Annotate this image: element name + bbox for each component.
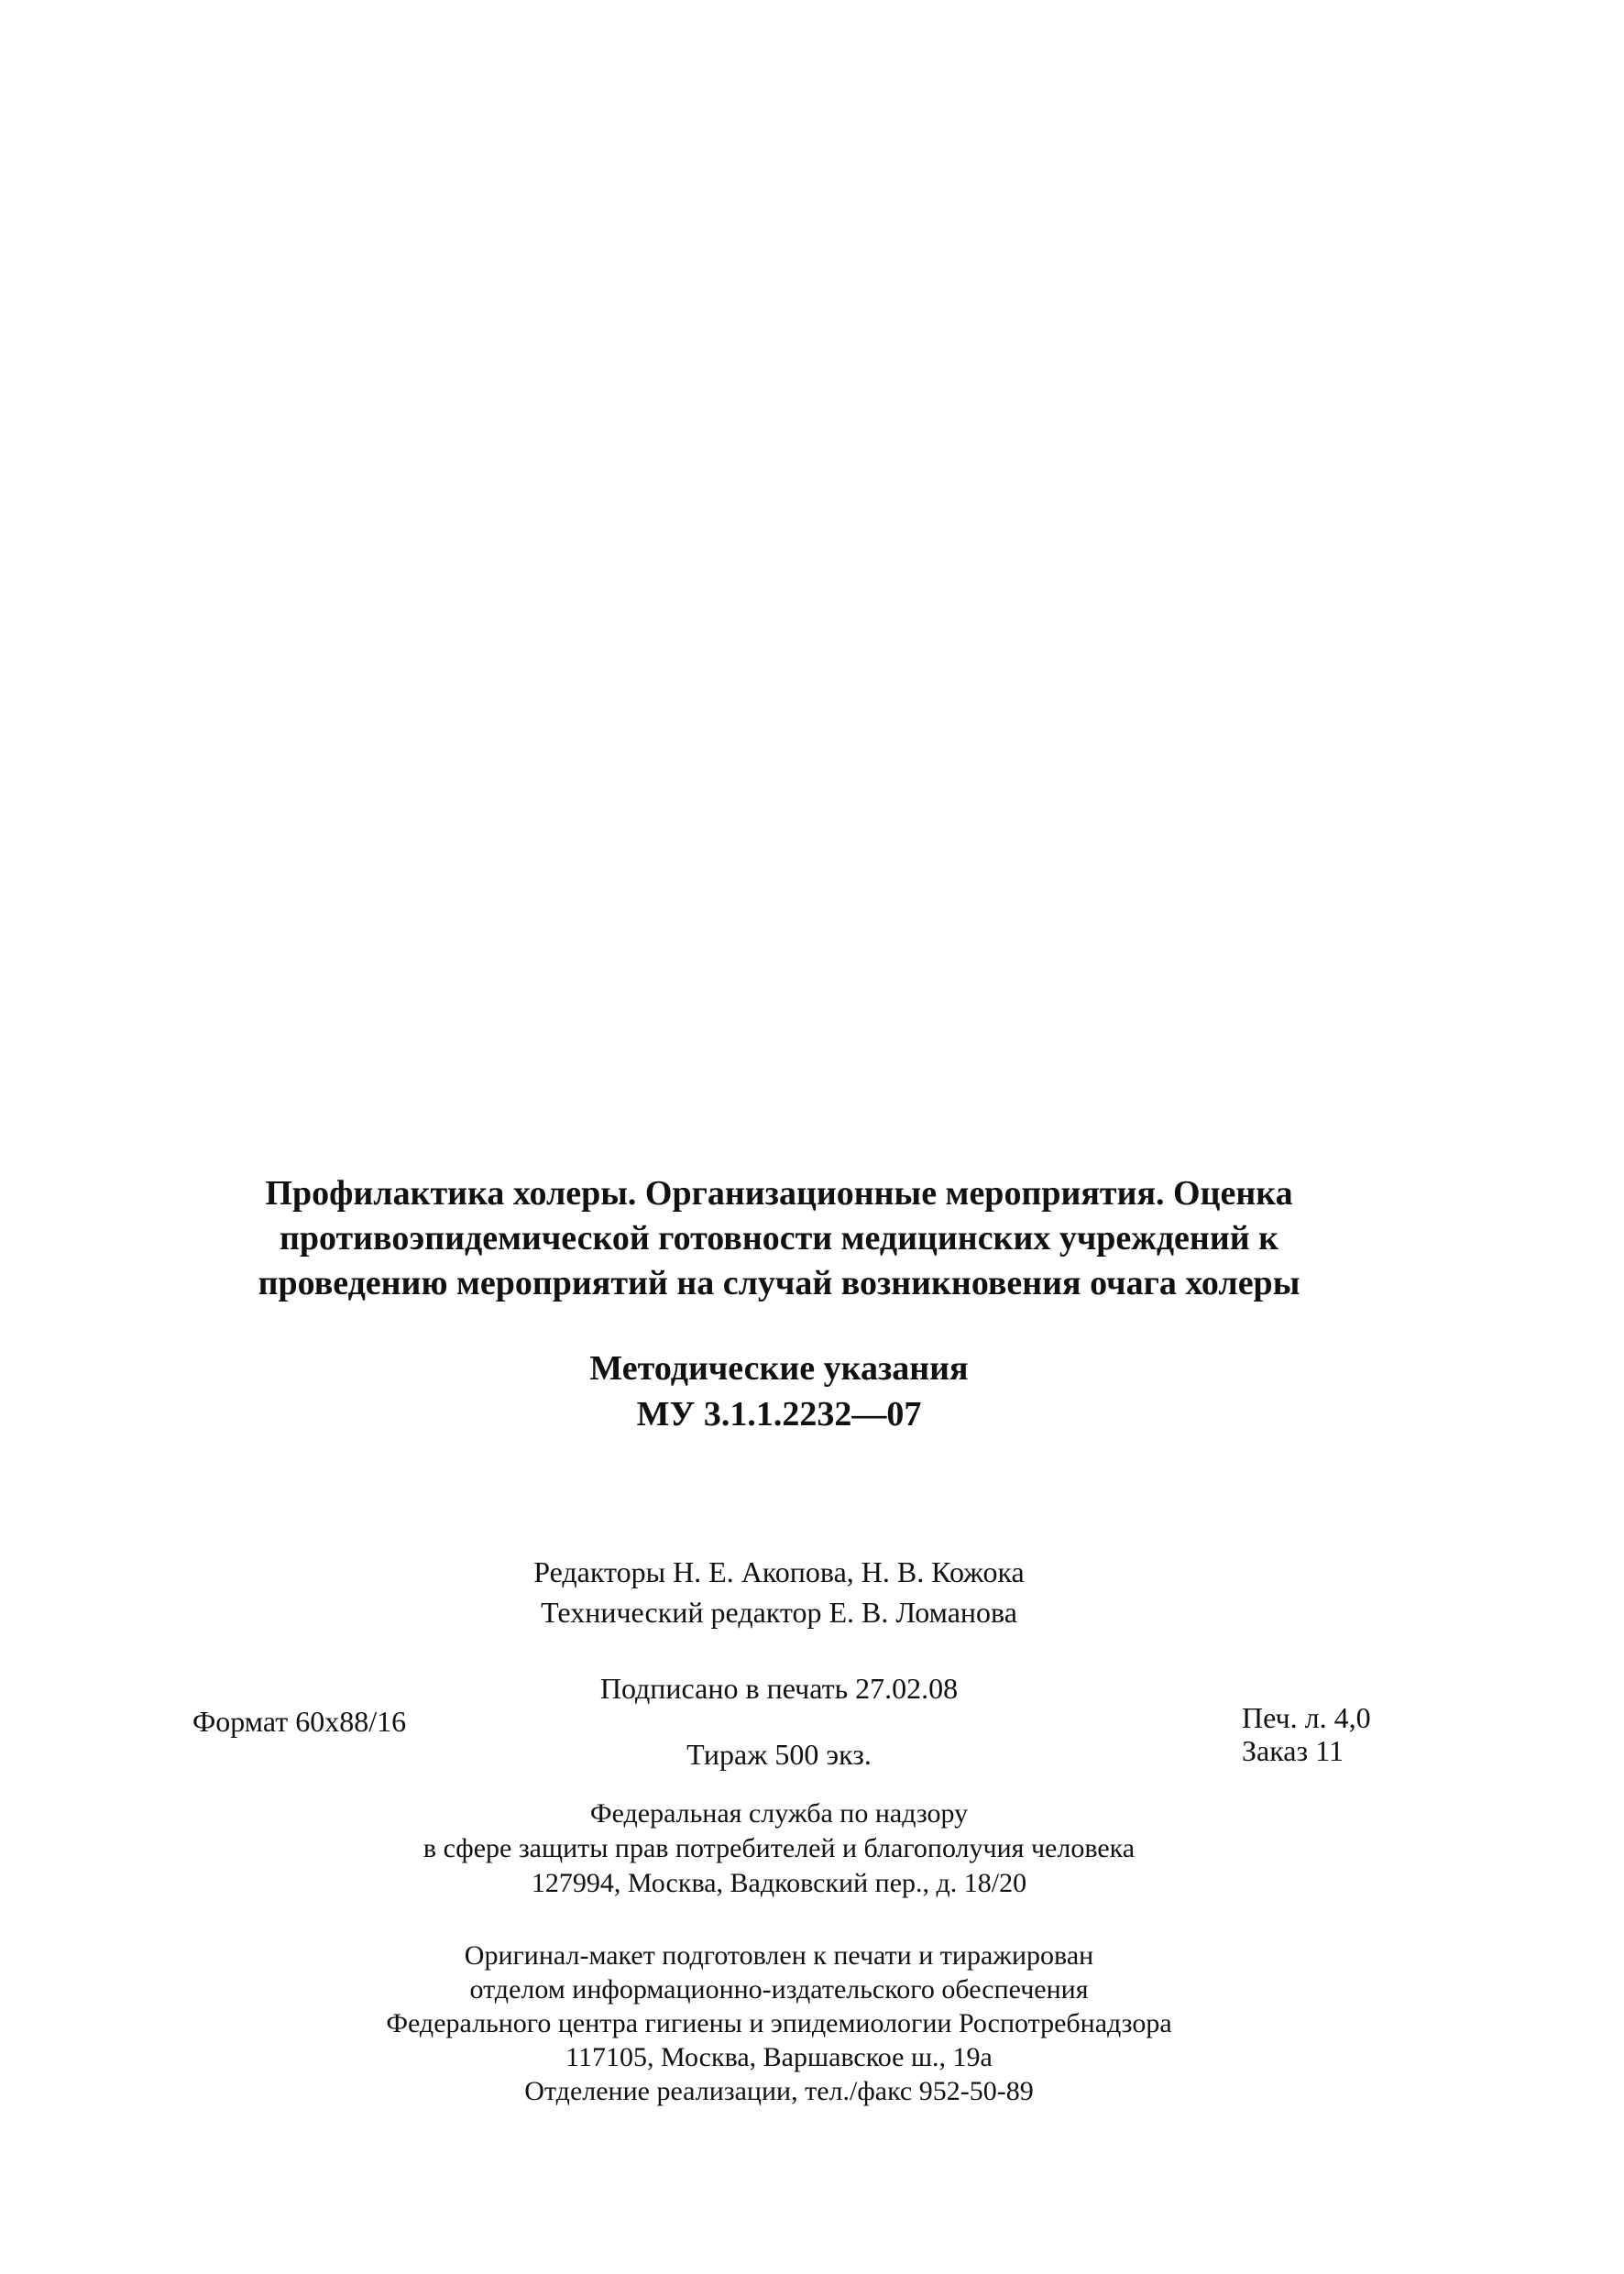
print-details bbox=[1242, 1701, 1371, 1767]
credits-line: Федерального центра гигиены и эпидемиологии Роспотребнадзора bbox=[386, 2008, 1172, 2038]
sales-phone: Отделение реализации, тел./факс 952-50-89 bbox=[524, 2076, 1034, 2106]
printed-sheets: Печ. л. 4,0 bbox=[1242, 1701, 1371, 1734]
document-subtitle bbox=[412, 1346, 1146, 1437]
doc-code: МУ 3.1.1.2232—07 bbox=[636, 1395, 922, 1434]
editors-line: Редакторы Н. Е. Акопова, Н. В. Кожока bbox=[533, 1555, 1025, 1588]
layout-credits-block bbox=[229, 1939, 1329, 2108]
credits-line: Оригинал-макет подготовлен к печати и тиражирован bbox=[464, 1940, 1094, 1971]
credits-address: 117105, Москва, Варшавское ш., 19а bbox=[565, 2042, 993, 2072]
publisher-address: 127994, Москва, Вадковский пер., д. 18/20 bbox=[531, 1868, 1027, 1898]
doc-type: Методические указания bbox=[589, 1349, 969, 1388]
editors-block bbox=[412, 1552, 1146, 1632]
credits-line: отделом информационно-издательского обеспечения bbox=[469, 1974, 1089, 2005]
document-title bbox=[183, 1171, 1375, 1306]
title-line: Профилактика холеры. Организационные мероприятия. Оценка bbox=[265, 1174, 1293, 1213]
publisher-block bbox=[275, 1796, 1283, 1901]
title-line: противоэпидемической готовности медицинских учреждений к bbox=[279, 1219, 1279, 1258]
paper-format: Формат 60x88/16 bbox=[192, 1705, 407, 1738]
order-number: Заказ 11 bbox=[1242, 1734, 1344, 1767]
signed-date: Подписано в печать 27.02.08 bbox=[599, 1672, 959, 1705]
title-line: проведению мероприятий на случай возникновения очага холеры bbox=[258, 1264, 1300, 1302]
circulation: Тираж 500 экз. bbox=[686, 1738, 872, 1771]
publisher-line: Федеральная служба по надзору bbox=[589, 1798, 969, 1829]
tech-editor-line: Технический редактор Е. В. Ломанова bbox=[541, 1596, 1017, 1629]
publisher-line: в сфере защиты прав потребителей и благополучия человека bbox=[422, 1833, 1136, 1863]
